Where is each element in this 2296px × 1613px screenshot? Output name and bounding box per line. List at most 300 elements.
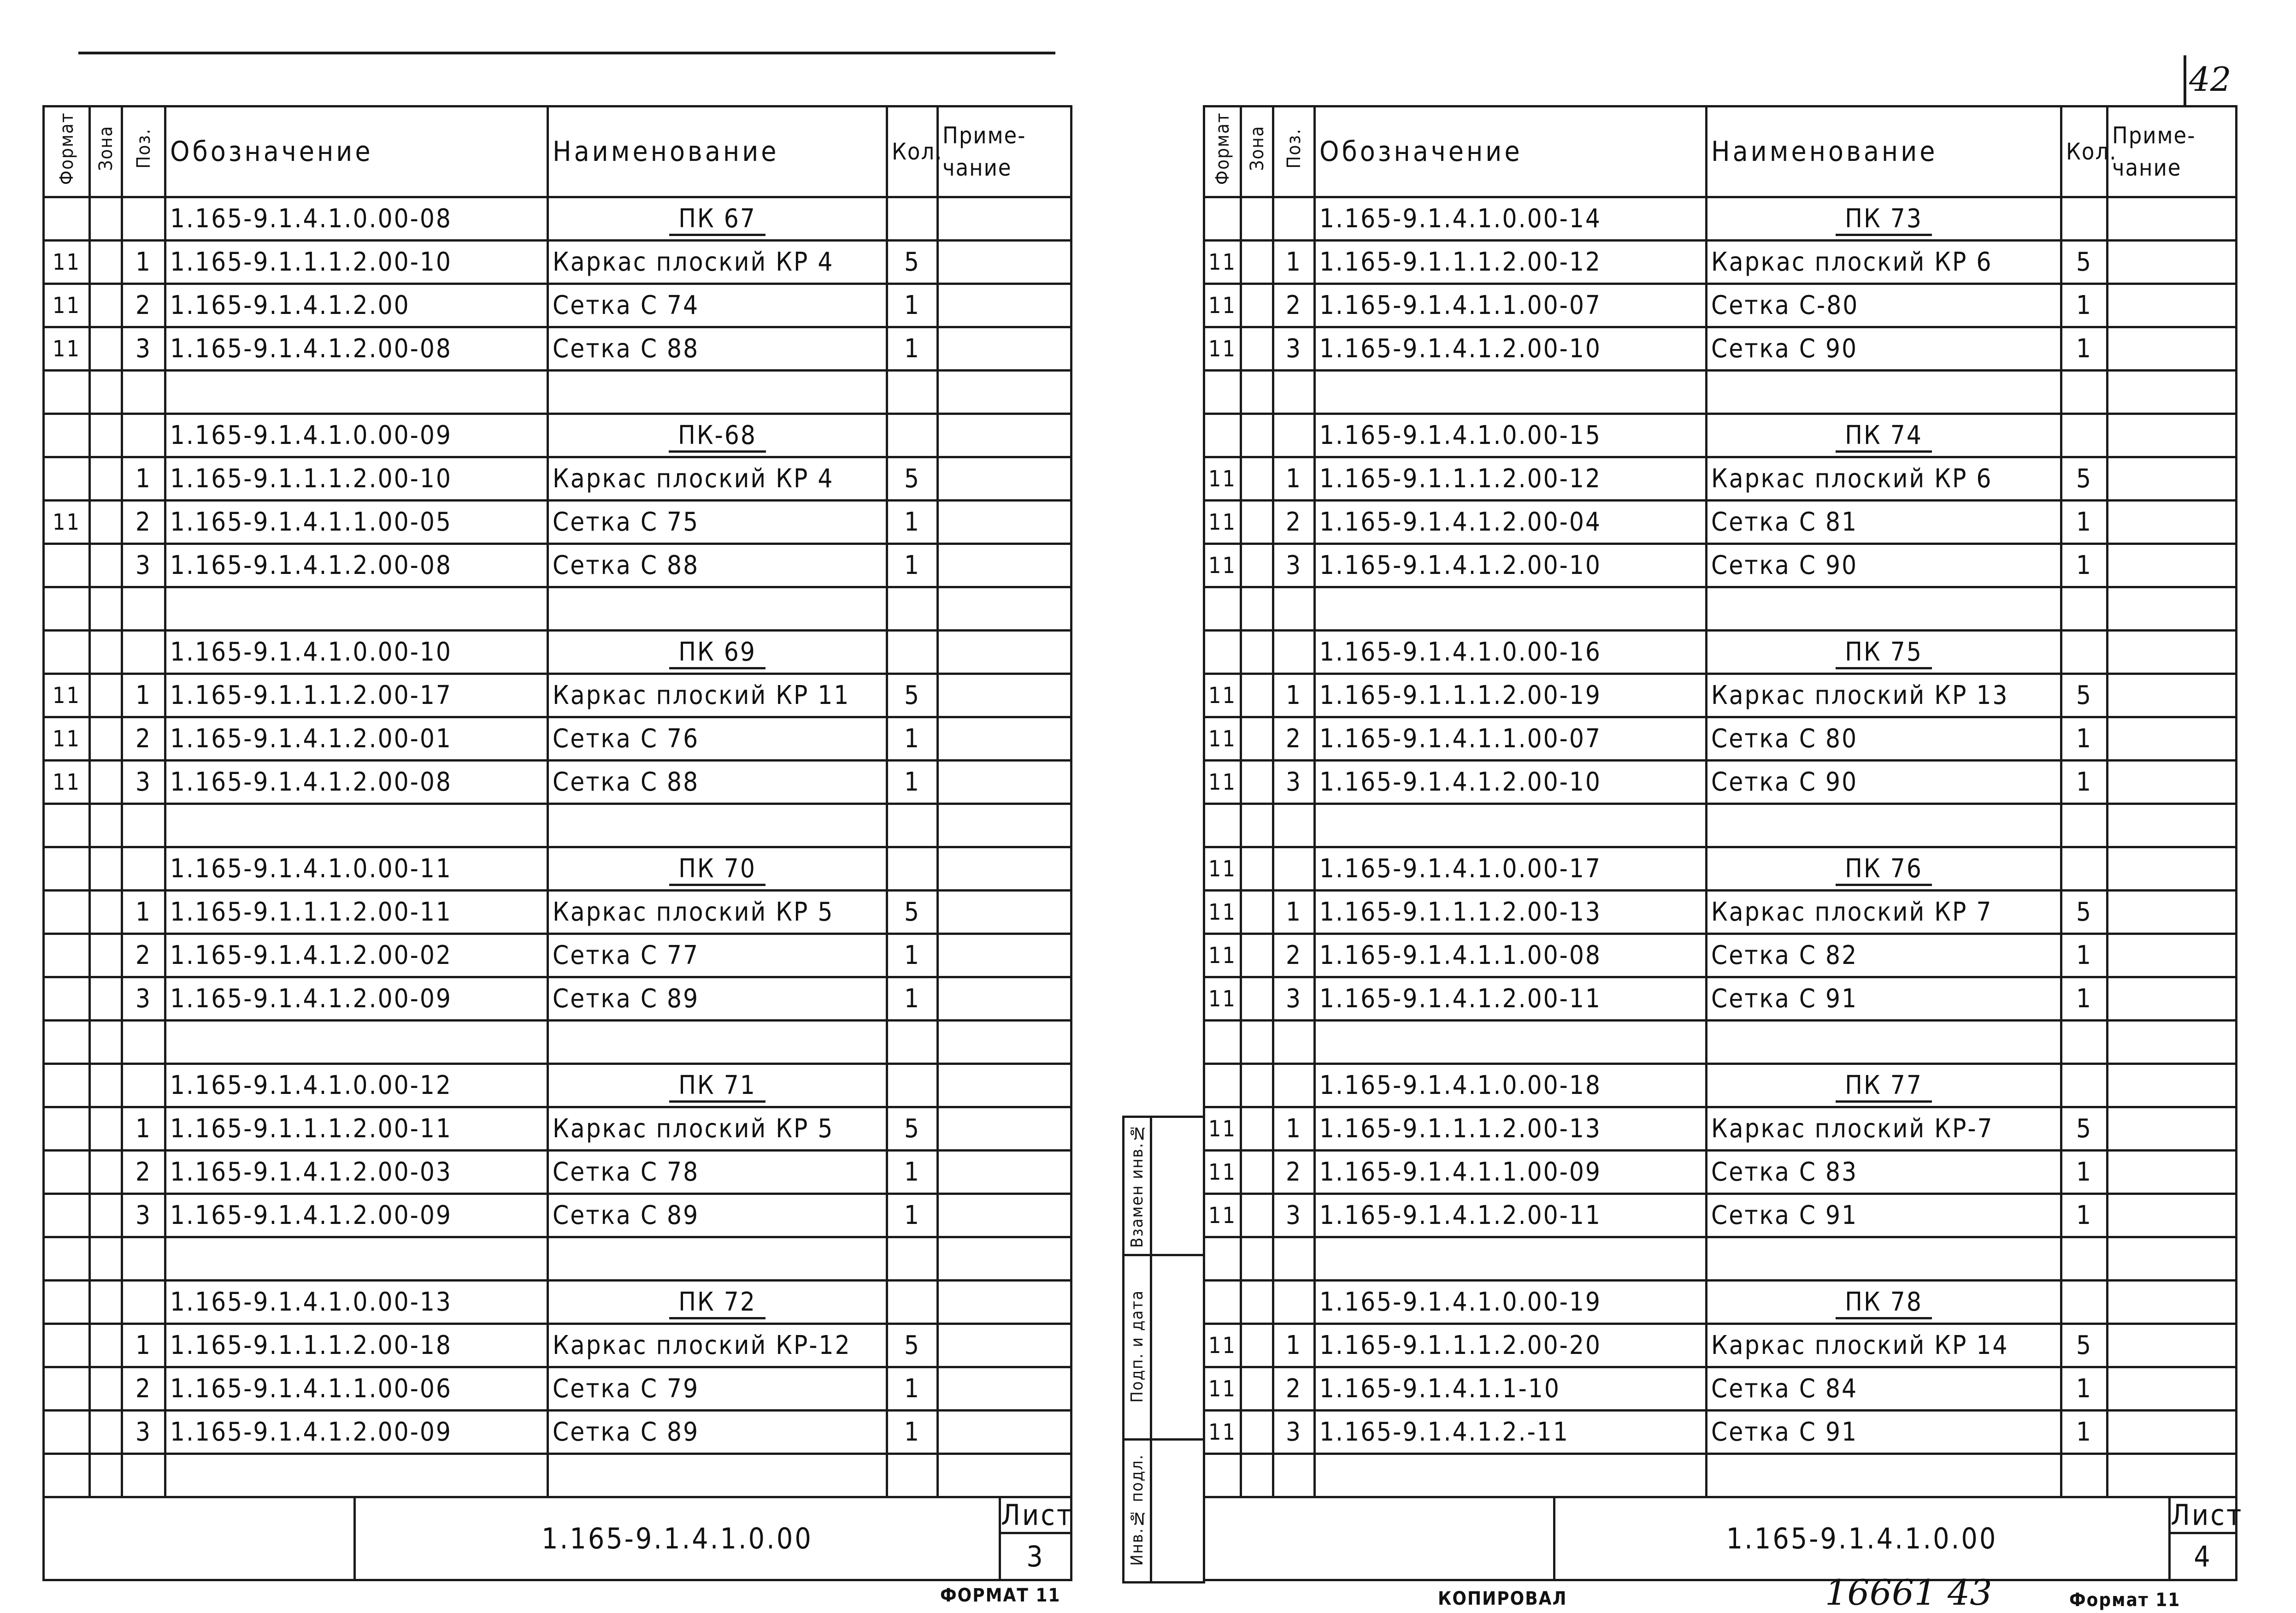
note-cell (2108, 1281, 2237, 1324)
name-cell (548, 414, 887, 457)
spec-row (1204, 457, 2237, 501)
designation-cell: 1.165-9.1.4.1.2.-11 (1315, 1411, 1707, 1454)
format-cell (44, 1194, 90, 1237)
designation-cell: 1.165-9.1.1.1.2.00-12 (1315, 457, 1707, 501)
header-position: Поз. (122, 106, 165, 197)
note-cell (938, 1194, 1071, 1237)
designation-cell: 1.165-9.1.1.1.2.00-20 (1315, 1324, 1707, 1367)
zone-cell (90, 1151, 122, 1194)
note-cell (938, 1151, 1071, 1194)
group-title: ПК 67 (669, 204, 765, 236)
note-cell (2108, 1367, 2237, 1411)
group-title: ПК 78 (1836, 1287, 1932, 1319)
zone-cell (90, 284, 122, 327)
position-cell: 1 (1273, 457, 1315, 501)
note-cell (2108, 631, 2237, 674)
quantity-cell (2061, 414, 2108, 457)
quantity-cell: 1 (2061, 327, 2108, 371)
name-cell: Сетка С 83 (1707, 1151, 2061, 1194)
quantity-cell: 5 (887, 457, 938, 501)
position-cell: 2 (122, 934, 165, 977)
zone-cell (1241, 1064, 1273, 1107)
quantity-cell: 5 (887, 241, 938, 284)
spec-row (44, 761, 1071, 804)
zone-cell (1241, 674, 1273, 717)
zone-cell (1241, 631, 1273, 674)
zone-cell (1241, 977, 1273, 1021)
title-block-blank (44, 1497, 355, 1580)
format-cell (44, 1454, 90, 1497)
designation-cell: 1.165-9.1.4.1.2.00-08 (165, 327, 548, 371)
designation-cell (165, 587, 548, 631)
name-cell (548, 1281, 887, 1324)
format-cell (44, 1367, 90, 1411)
position-cell: 3 (122, 1411, 165, 1454)
designation-cell: 1.165-9.1.4.1.1.00-09 (1315, 1151, 1707, 1194)
spec-row (44, 1454, 1071, 1497)
note-cell (938, 414, 1071, 457)
name-cell (548, 587, 887, 631)
spec-row (44, 804, 1071, 847)
name-cell (548, 804, 887, 847)
quantity-cell: 1 (887, 284, 938, 327)
header-quantity: Кол. (887, 106, 938, 197)
format-cell: 11 (1204, 544, 1241, 587)
designation-cell: 1.165-9.1.4.1.2.00-04 (1315, 501, 1707, 544)
note-cell (938, 1411, 1071, 1454)
designation-cell (1315, 1454, 1707, 1497)
note-cell (938, 804, 1071, 847)
format-cell: 11 (44, 674, 90, 717)
name-cell (1707, 804, 2061, 847)
position-cell (122, 1237, 165, 1281)
position-cell: 1 (1273, 891, 1315, 934)
note-cell (938, 241, 1071, 284)
spec-row (44, 1281, 1071, 1324)
format-footer: Формат 11 (2069, 1589, 2181, 1611)
format-cell (44, 631, 90, 674)
position-cell (122, 1064, 165, 1107)
name-cell (1707, 371, 2061, 414)
format-cell (44, 1064, 90, 1107)
quantity-cell: 1 (2061, 761, 2108, 804)
spec-row (1204, 891, 2237, 934)
position-cell (122, 414, 165, 457)
document-number: 1.165-9.1.4.1.0.00 (1554, 1497, 2170, 1580)
quantity-cell (887, 631, 938, 674)
name-cell: Сетка С 74 (548, 284, 887, 327)
position-cell: 3 (122, 327, 165, 371)
note-cell (2108, 1064, 2237, 1107)
zone-cell (90, 847, 122, 891)
name-cell: Сетка С 75 (548, 501, 887, 544)
name-cell: Каркас плоский КР 14 (1707, 1324, 2061, 1367)
zone-cell (1241, 934, 1273, 977)
note-cell (2108, 1454, 2237, 1497)
zone-cell (1241, 1324, 1273, 1367)
spec-row (1204, 197, 2237, 241)
note-cell (2108, 1411, 2237, 1454)
quantity-cell: 5 (2061, 1107, 2108, 1151)
name-cell: Сетка С 84 (1707, 1367, 2061, 1411)
quantity-cell: 1 (887, 761, 938, 804)
designation-cell: 1.165-9.1.4.1.0.00-15 (1315, 414, 1707, 457)
note-cell (938, 284, 1071, 327)
format-cell (44, 1107, 90, 1151)
name-cell: Каркас плоский КР 13 (1707, 674, 2061, 717)
name-cell (548, 847, 887, 891)
quantity-cell (887, 1021, 938, 1064)
note-cell (938, 891, 1071, 934)
format-cell (1204, 587, 1241, 631)
position-cell: 3 (122, 761, 165, 804)
spec-row (44, 1107, 1071, 1151)
spec-row (1204, 1454, 2237, 1497)
top-margin-line (78, 52, 1055, 54)
note-cell (938, 1454, 1071, 1497)
format-cell: 11 (1204, 501, 1241, 544)
quantity-cell: 1 (2061, 1151, 2108, 1194)
position-cell (1273, 1064, 1315, 1107)
quantity-cell (2061, 1064, 2108, 1107)
group-title: ПК 70 (669, 854, 765, 886)
position-cell: 1 (122, 241, 165, 284)
designation-cell: 1.165-9.1.4.1.0.00-18 (1315, 1064, 1707, 1107)
quantity-cell (887, 847, 938, 891)
format-cell: 11 (1204, 847, 1241, 891)
note-cell (2108, 891, 2237, 934)
quantity-cell: 1 (887, 717, 938, 761)
zone-cell (1241, 587, 1273, 631)
designation-cell (1315, 804, 1707, 847)
position-cell (122, 1281, 165, 1324)
name-cell (1707, 1281, 2061, 1324)
position-cell: 3 (122, 544, 165, 587)
quantity-cell: 5 (2061, 674, 2108, 717)
quantity-cell: 1 (2061, 717, 2108, 761)
quantity-cell: 1 (2061, 284, 2108, 327)
zone-cell (1241, 241, 1273, 284)
format-cell (1204, 631, 1241, 674)
left-spec-table (42, 105, 1072, 1498)
designation-cell (165, 1454, 548, 1497)
note-cell (2108, 414, 2237, 457)
quantity-cell (887, 1281, 938, 1324)
name-cell: Сетка С-80 (1707, 284, 2061, 327)
designation-cell: 1.165-9.1.4.1.2.00-11 (1315, 977, 1707, 1021)
position-cell: 2 (122, 717, 165, 761)
quantity-cell: 5 (887, 1324, 938, 1367)
stamp-original-inv: Инв.№ подл. (1124, 1440, 1151, 1583)
position-cell: 2 (122, 284, 165, 327)
designation-cell (1315, 587, 1707, 631)
name-cell: Каркас плоский КР 4 (548, 457, 887, 501)
zone-cell (90, 761, 122, 804)
quantity-cell (887, 587, 938, 631)
quantity-cell (2061, 371, 2108, 414)
note-cell (938, 674, 1071, 717)
designation-cell: 1.165-9.1.4.1.1.00-08 (1315, 934, 1707, 977)
designation-cell: 1.165-9.1.1.1.2.00-11 (165, 891, 548, 934)
quantity-cell: 5 (887, 674, 938, 717)
format-cell (1204, 414, 1241, 457)
format-cell (44, 197, 90, 241)
stamp-cell-blank-1 (1151, 1117, 1204, 1255)
name-cell: Сетка С 88 (548, 544, 887, 587)
designation-cell: 1.165-9.1.1.1.2.00-13 (1315, 891, 1707, 934)
zone-cell (90, 1107, 122, 1151)
spec-row (1204, 1064, 2237, 1107)
position-cell (1273, 587, 1315, 631)
zone-cell (90, 327, 122, 371)
zone-cell (90, 371, 122, 414)
quantity-cell: 1 (2061, 501, 2108, 544)
name-cell: Сетка С 90 (1707, 544, 2061, 587)
zone-cell (90, 1367, 122, 1411)
designation-cell: 1.165-9.1.4.1.1.00-07 (1315, 717, 1707, 761)
name-cell: Каркас плоский КР 6 (1707, 457, 2061, 501)
stamp-cell-blank-3 (1151, 1440, 1204, 1583)
format-cell: 11 (1204, 284, 1241, 327)
zone-cell (90, 197, 122, 241)
spec-row (1204, 1107, 2237, 1151)
zone-cell (1241, 1237, 1273, 1281)
position-cell (1273, 631, 1315, 674)
page-number: 42 (2189, 60, 2231, 99)
format-cell: 11 (1204, 1151, 1241, 1194)
designation-cell: 1.165-9.1.1.1.2.00-10 (165, 241, 548, 284)
quantity-cell (2061, 631, 2108, 674)
format-cell (44, 544, 90, 587)
designation-cell: 1.165-9.1.4.1.1.00-07 (1315, 284, 1707, 327)
designation-cell: 1.165-9.1.4.1.2.00-02 (165, 934, 548, 977)
spec-row (44, 241, 1071, 284)
position-cell: 3 (122, 1194, 165, 1237)
designation-cell: 1.165-9.1.1.1.2.00-17 (165, 674, 548, 717)
spec-row (1204, 1151, 2237, 1194)
group-title: ПК 74 (1836, 420, 1932, 453)
quantity-cell: 5 (2061, 457, 2108, 501)
note-cell (938, 587, 1071, 631)
name-cell: Сетка С 78 (548, 1151, 887, 1194)
position-cell: 1 (1273, 674, 1315, 717)
designation-cell: 1.165-9.1.4.1.2.00-11 (1315, 1194, 1707, 1237)
designation-cell: 1.165-9.1.4.1.2.00-09 (165, 977, 548, 1021)
designation-cell: 1.165-9.1.4.1.2.00-09 (165, 1411, 548, 1454)
zone-cell (1241, 1281, 1273, 1324)
group-title: ПК 73 (1836, 204, 1932, 236)
format-cell: 11 (1204, 457, 1241, 501)
right-title-block (1203, 1496, 2243, 1581)
zone-cell (90, 674, 122, 717)
name-cell: Сетка С 89 (548, 1194, 887, 1237)
position-cell (122, 804, 165, 847)
position-cell: 3 (1273, 544, 1315, 587)
zone-cell (1241, 804, 1273, 847)
note-cell (2108, 934, 2237, 977)
name-cell: Сетка С 82 (1707, 934, 2061, 977)
position-cell: 3 (1273, 327, 1315, 371)
designation-cell: 1.165-9.1.1.1.2.00-10 (165, 457, 548, 501)
zone-cell (90, 717, 122, 761)
zone-cell (1241, 197, 1273, 241)
position-cell (122, 371, 165, 414)
designation-cell: 1.165-9.1.4.1.2.00-03 (165, 1151, 548, 1194)
quantity-cell: 5 (2061, 241, 2108, 284)
sheet-label: Лист (1000, 1497, 1071, 1533)
name-cell (548, 371, 887, 414)
position-cell: 1 (122, 891, 165, 934)
spec-row (44, 501, 1071, 544)
designation-cell: 1.165-9.1.4.1.1.00-06 (165, 1367, 548, 1411)
position-cell: 3 (1273, 977, 1315, 1021)
note-cell (938, 1107, 1071, 1151)
name-cell (548, 631, 887, 674)
zone-cell (1241, 1367, 1273, 1411)
position-cell (1273, 1281, 1315, 1324)
designation-cell: 1.165-9.1.4.1.0.00-13 (165, 1281, 548, 1324)
format-cell: 11 (1204, 717, 1241, 761)
format-cell (44, 1281, 90, 1324)
spec-row (44, 457, 1071, 501)
note-cell (2108, 1107, 2237, 1151)
header-format: Формат (1204, 106, 1241, 197)
right-spec-table (1203, 105, 2237, 1498)
side-stamp (1122, 1116, 1205, 1583)
quantity-cell (887, 197, 938, 241)
quantity-cell: 1 (2061, 1411, 2108, 1454)
designation-cell: 1.165-9.1.4.1.0.00-10 (165, 631, 548, 674)
position-cell (1273, 1237, 1315, 1281)
note-cell (2108, 327, 2237, 371)
zone-cell (90, 1281, 122, 1324)
designation-cell (165, 371, 548, 414)
position-cell (122, 847, 165, 891)
format-cell (44, 934, 90, 977)
format-cell (1204, 1064, 1241, 1107)
format-cell (44, 1021, 90, 1064)
format-cell: 11 (44, 327, 90, 371)
format-cell (44, 1151, 90, 1194)
position-cell: 1 (1273, 241, 1315, 284)
quantity-cell: 5 (2061, 891, 2108, 934)
name-cell: Каркас плоский КР-7 (1707, 1107, 2061, 1151)
position-cell: 2 (122, 1367, 165, 1411)
zone-cell (1241, 1411, 1273, 1454)
spec-row (44, 674, 1071, 717)
sheet-label: Лист (2170, 1497, 2237, 1533)
spec-row (1204, 587, 2237, 631)
designation-cell: 1.165-9.1.4.1.2.00-01 (165, 717, 548, 761)
quantity-cell (887, 1237, 938, 1281)
note-cell (938, 1367, 1071, 1411)
quantity-cell (887, 371, 938, 414)
format-cell (44, 977, 90, 1021)
note-cell (2108, 587, 2237, 631)
note-cell (938, 1064, 1071, 1107)
zone-cell (1241, 414, 1273, 457)
designation-cell (165, 1021, 548, 1064)
right-spec-sheet (1097, 0, 2296, 1613)
format-cell: 11 (44, 761, 90, 804)
format-cell: 11 (1204, 1107, 1241, 1151)
name-cell: Сетка С 91 (1707, 1411, 2061, 1454)
note-cell (2108, 197, 2237, 241)
quantity-cell: 1 (2061, 1194, 2108, 1237)
spec-row (44, 934, 1071, 977)
zone-cell (1241, 327, 1273, 371)
quantity-cell: 1 (887, 1194, 938, 1237)
zone-cell (90, 1411, 122, 1454)
zone-cell (1241, 284, 1273, 327)
note-cell (2108, 1324, 2237, 1367)
spec-row (1204, 1281, 2237, 1324)
zone-cell (90, 977, 122, 1021)
spec-row (1204, 371, 2237, 414)
name-cell (1707, 1237, 2061, 1281)
spec-row (44, 847, 1071, 891)
group-title: ПК 72 (669, 1287, 765, 1319)
zone-cell (1241, 717, 1273, 761)
header-designation: Обозначение (1315, 106, 1707, 197)
format-cell: 11 (44, 501, 90, 544)
designation-cell: 1.165-9.1.4.1.2.00-08 (165, 761, 548, 804)
spec-row (44, 631, 1071, 674)
header-name: Наименование (548, 106, 887, 197)
note-cell (938, 197, 1071, 241)
header-quantity: Кол. (2061, 106, 2108, 197)
spec-row (44, 1021, 1071, 1064)
zone-cell (1241, 1021, 1273, 1064)
note-cell (2108, 674, 2237, 717)
note-cell (2108, 847, 2237, 891)
format-cell: 11 (1204, 934, 1241, 977)
left-title-block (42, 1496, 1072, 1581)
designation-cell: 1.165-9.1.4.1.0.00-08 (165, 197, 548, 241)
name-cell: Сетка С 77 (548, 934, 887, 977)
quantity-cell: 1 (887, 934, 938, 977)
spec-row (1204, 1324, 2237, 1367)
designation-cell: 1.165-9.1.4.1.0.00-09 (165, 414, 548, 457)
name-cell (1707, 631, 2061, 674)
format-cell (1204, 1454, 1241, 1497)
spec-row (1204, 544, 2237, 587)
header-zone: Зона (90, 106, 122, 197)
title-block-blank (1204, 1497, 1554, 1580)
position-cell (122, 197, 165, 241)
format-cell (44, 847, 90, 891)
format-cell: 11 (1204, 1194, 1241, 1237)
sheet-number: 4 (2170, 1533, 2237, 1580)
spec-row (44, 327, 1071, 371)
designation-cell: 1.165-9.1.1.1.2.00-12 (1315, 241, 1707, 284)
spec-row (1204, 1194, 2237, 1237)
spec-row (44, 891, 1071, 934)
spec-row (1204, 717, 2237, 761)
spec-row (1204, 501, 2237, 544)
name-cell: Сетка С 79 (548, 1367, 887, 1411)
zone-cell (90, 1237, 122, 1281)
header-designation: Обозначение (165, 106, 548, 197)
note-cell (938, 631, 1071, 674)
name-cell: Каркас плоский КР 5 (548, 891, 887, 934)
spec-row (1204, 1411, 2237, 1454)
note-cell (2108, 1021, 2237, 1064)
quantity-cell (2061, 587, 2108, 631)
zone-cell (1241, 761, 1273, 804)
format-cell: 11 (1204, 1324, 1241, 1367)
designation-cell: 1.165-9.1.4.1.0.00-16 (1315, 631, 1707, 674)
